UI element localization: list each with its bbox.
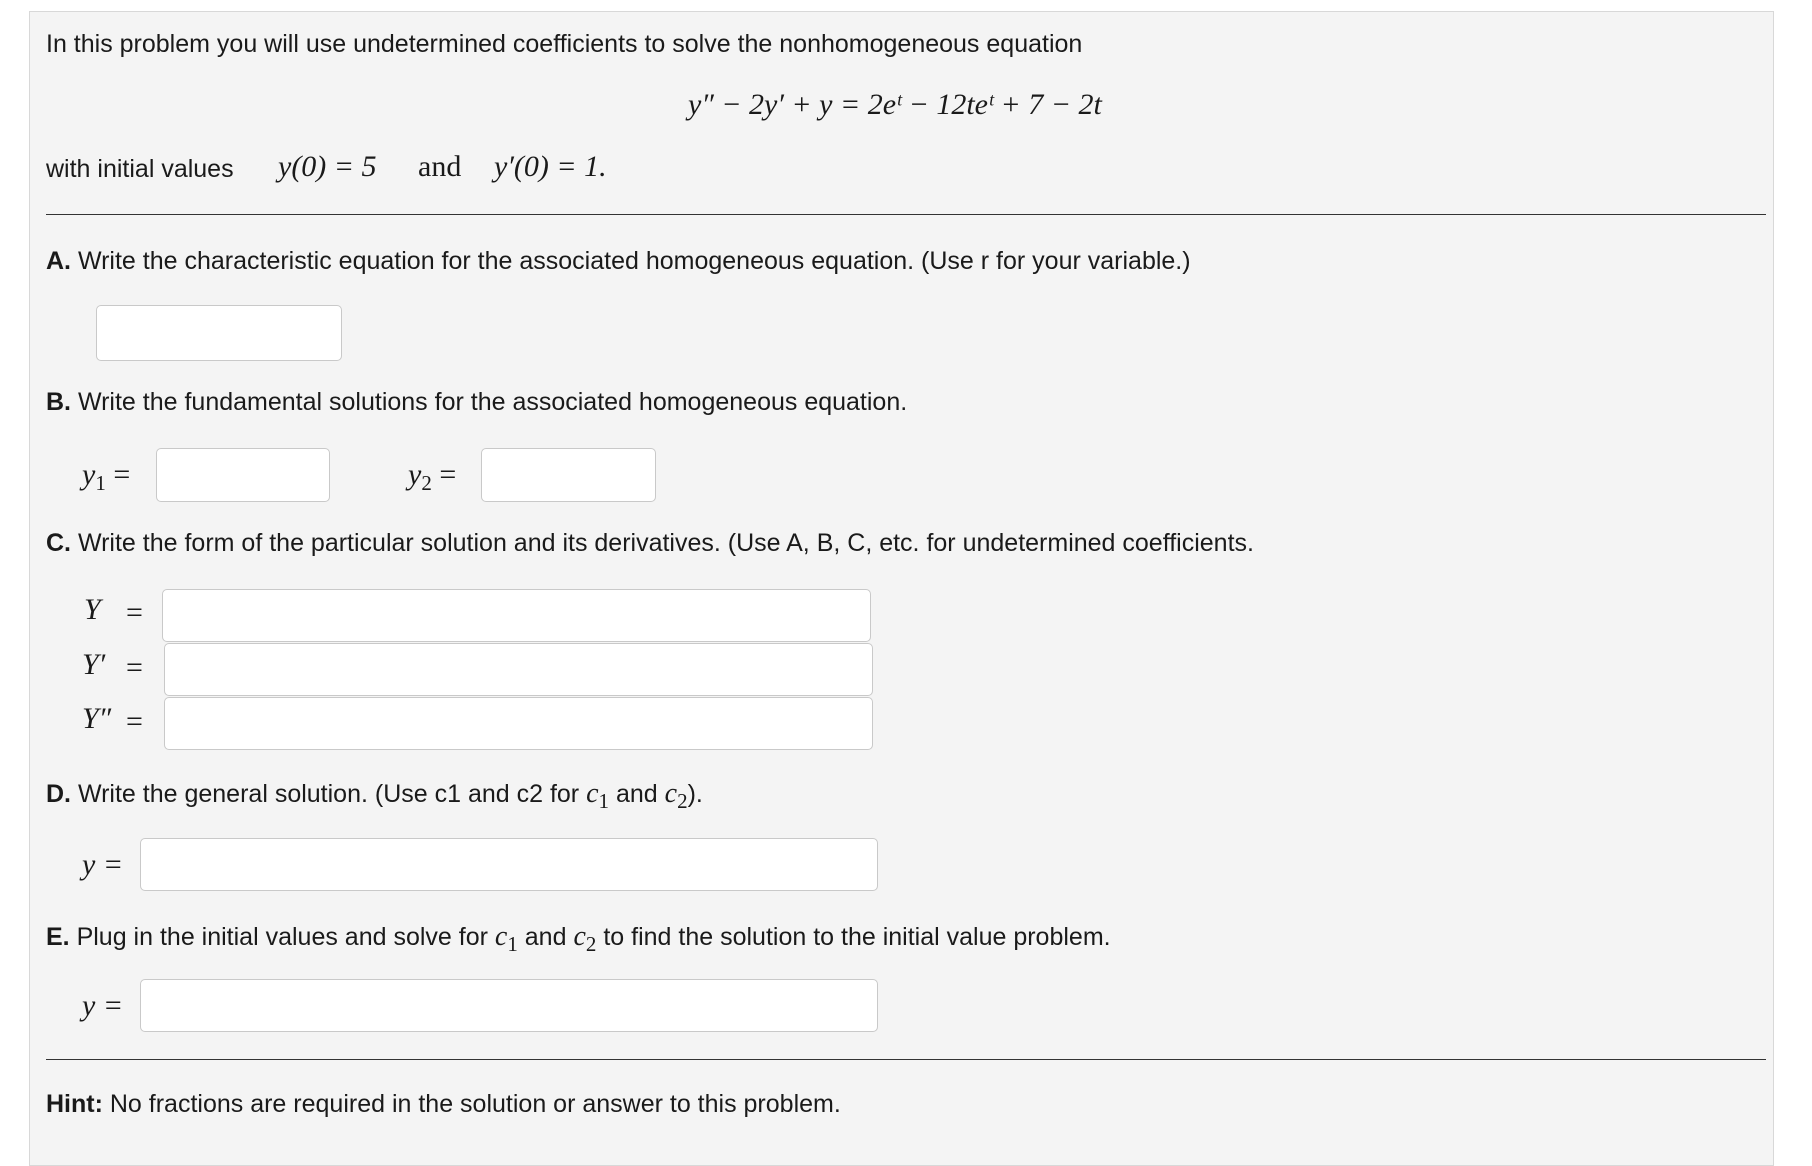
divider-top <box>46 214 1766 215</box>
y1-label: $y_1$ = <box>82 458 131 495</box>
part-a-prompt: A. Write the characteristic equation for the associated homogeneous equation. (Use r for your variable.) <box>46 247 1191 275</box>
characteristic-equation-input[interactable] <box>96 305 342 361</box>
part-c-prompt: C. Write the form of the particular solution and its derivatives. (Use A, B, C, etc. for undetermined coefficients. <box>46 529 1254 557</box>
divider-bottom <box>46 1059 1766 1060</box>
ivp-solution-label: y = <box>82 989 124 1022</box>
Y-prime-input[interactable] <box>164 643 873 696</box>
general-solution-input[interactable] <box>140 838 878 891</box>
Y-input[interactable] <box>162 589 871 642</box>
Y-double-prime-input[interactable] <box>164 697 873 750</box>
Y-prime-label: Y′ <box>82 648 106 681</box>
Y-prime-equals: = <box>126 651 143 684</box>
y2-input[interactable] <box>481 448 656 502</box>
y1-input[interactable] <box>156 448 330 502</box>
initial-value-2: y′(0) = 1. <box>494 150 607 183</box>
initial-values-and: and <box>418 150 462 183</box>
part-d-prompt: D. Write the general solution. (Use c1 and c2 for $c_1$ and $c_2$). <box>46 778 703 813</box>
initial-values-label: with initial values <box>46 155 234 183</box>
part-b-prompt: B. Write the fundamental solutions for the associated homogeneous equation. <box>46 388 908 416</box>
intro-text: In this problem you will use undetermined coefficients to solve the nonhomogeneous equation <box>46 30 1083 58</box>
Y-double-prime-equals: = <box>126 705 143 738</box>
hint-text: Hint: No fractions are required in the solution or answer to this problem. <box>46 1090 841 1118</box>
general-solution-label: y = <box>82 848 124 881</box>
main-equation: y″ − 2y′ + y = 2eᵗ − 12teᵗ + 7 − 2t <box>688 88 1102 121</box>
Y-double-prime-label: Y″ <box>82 702 112 735</box>
initial-value-1: y(0) = 5 <box>278 150 377 183</box>
ivp-solution-input[interactable] <box>140 979 878 1032</box>
Y-label: Y <box>84 593 101 626</box>
y2-label: $y_2$ = <box>408 458 457 495</box>
part-e-prompt: E. Plug in the initial values and solve for $c_1$ and $c_2$ to find the solution to the initial value problem. <box>46 921 1111 956</box>
Y-equals: = <box>126 596 143 629</box>
